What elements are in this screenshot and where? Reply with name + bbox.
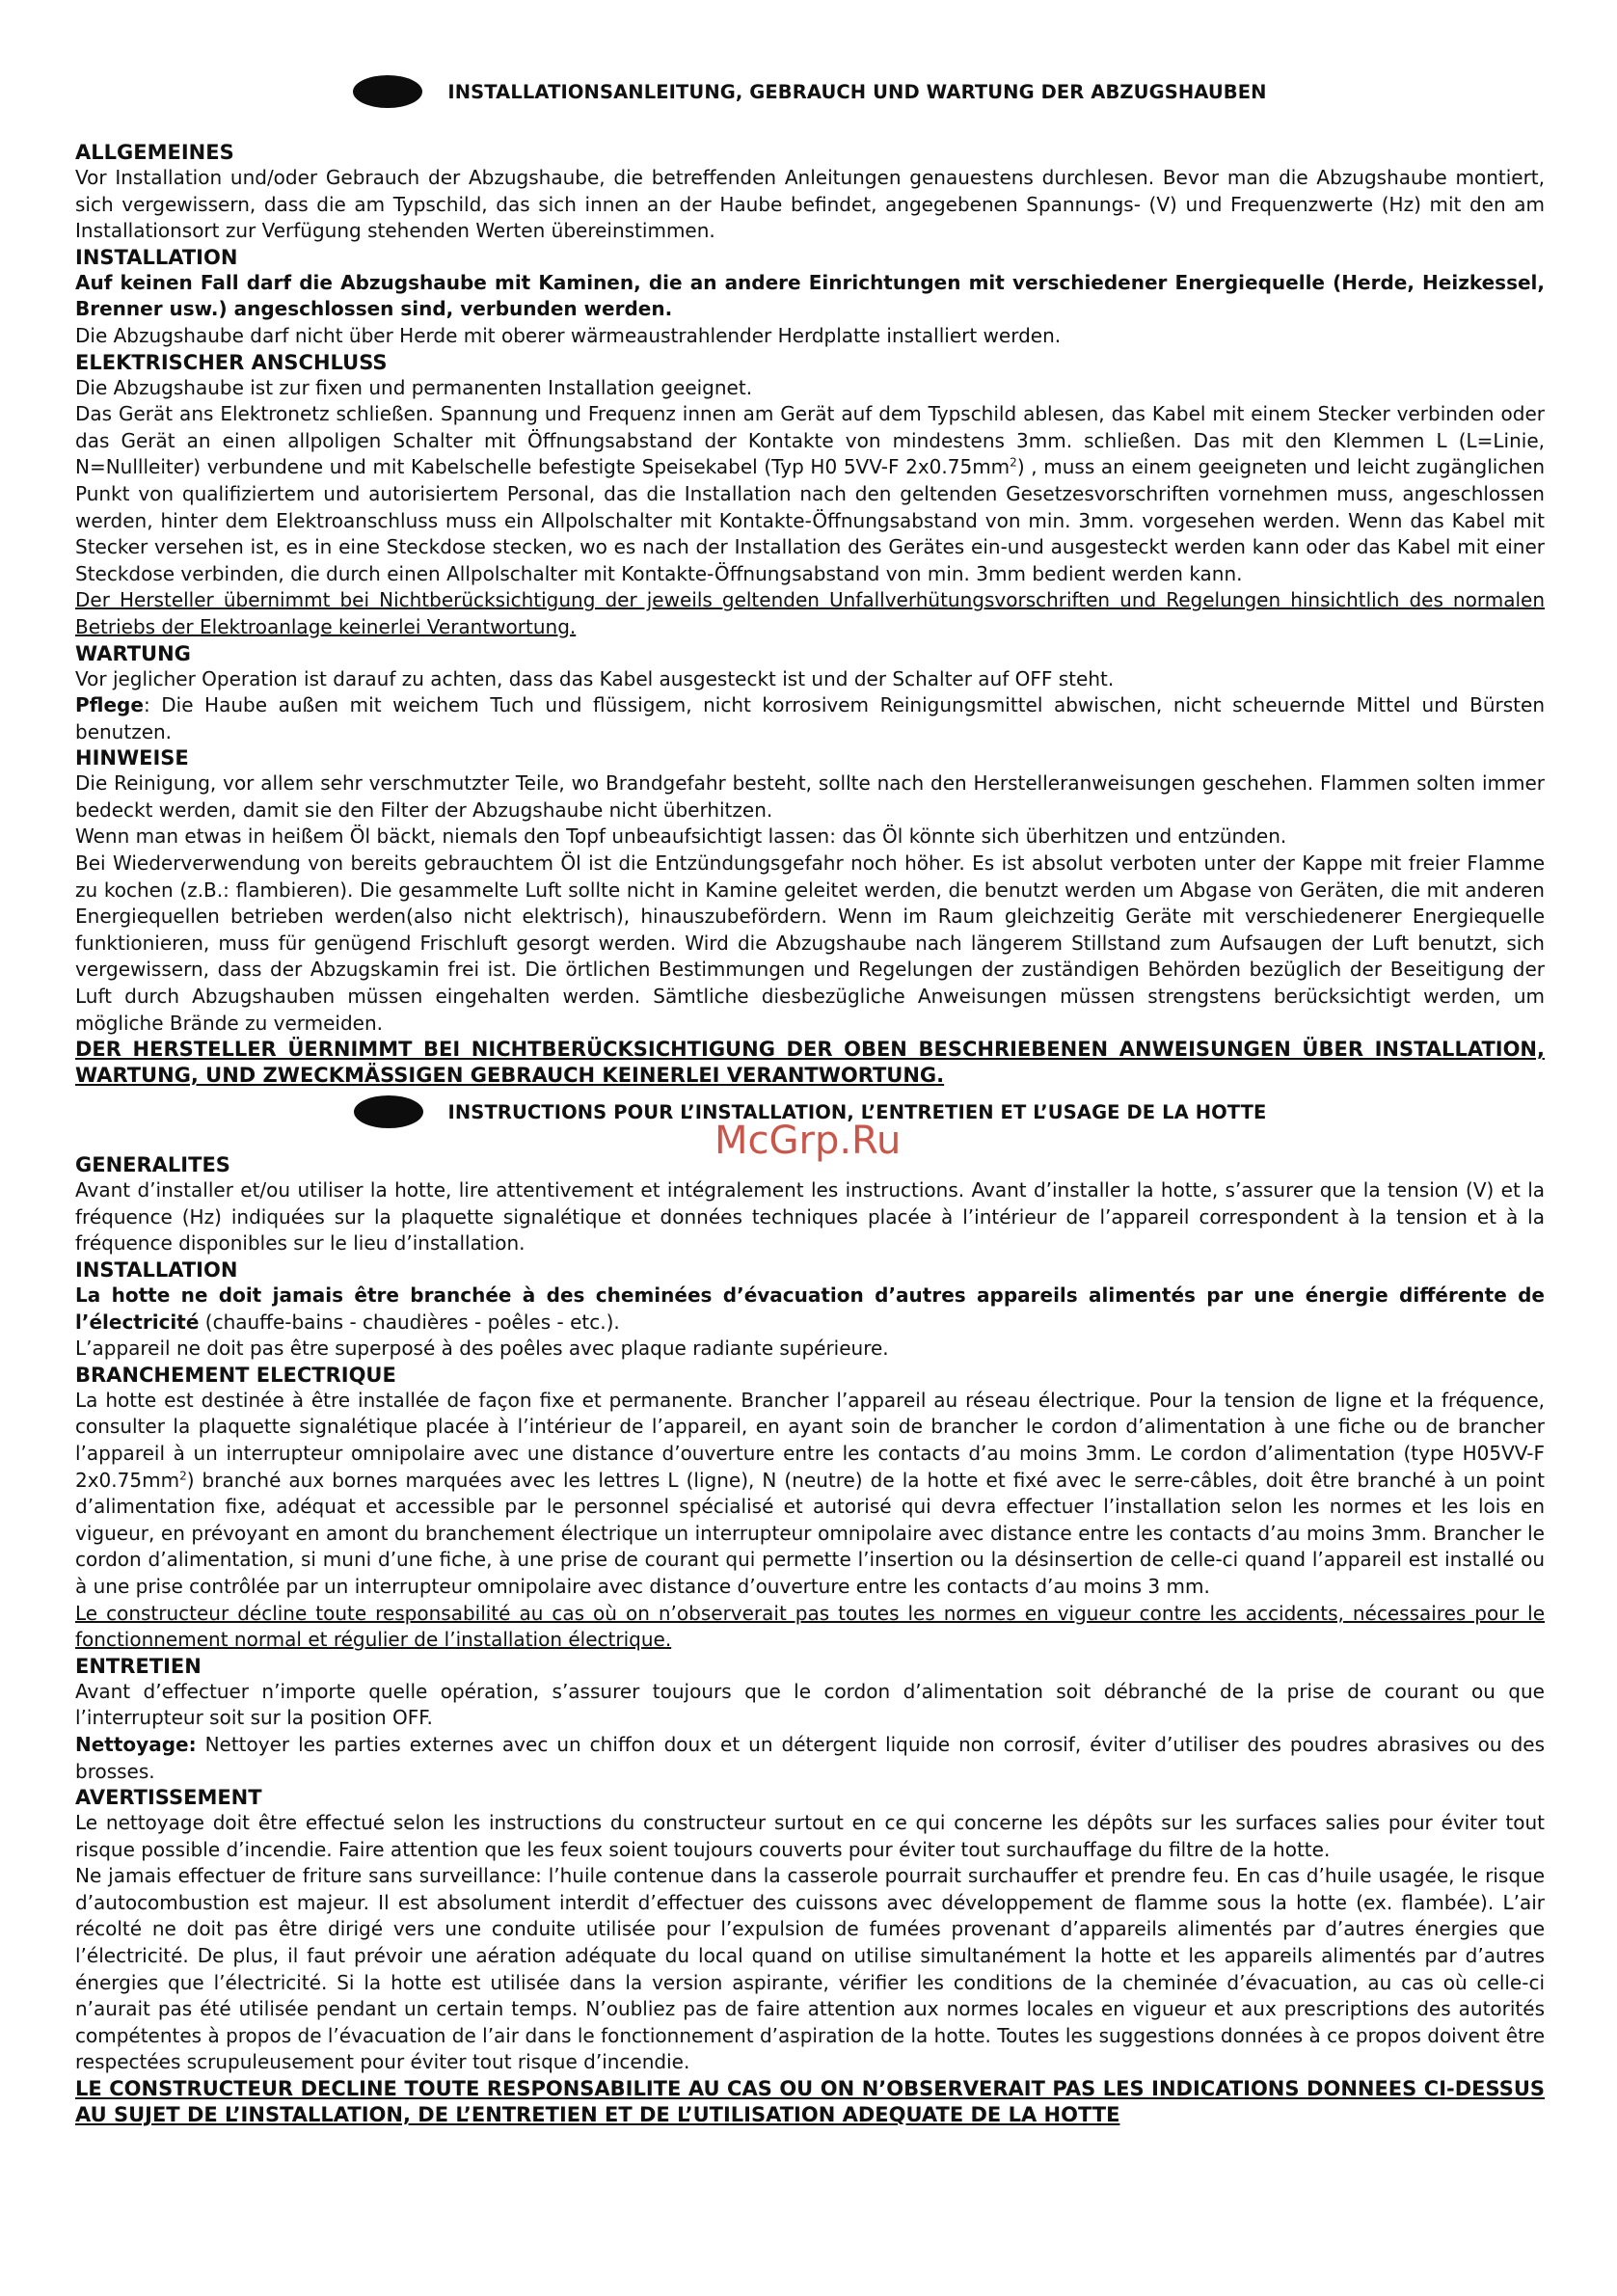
paragraph-installation-de: Die Abzugshaube darf nicht über Herde mit oberer wärmeaustrahlender Herdplatte installiert werden. (75, 323, 1062, 347)
paragraph-hinweise-1: Die Reinigung, vor allem sehr verschmutzter Teile, wo Brandgefahr besteht, sollte nach den Herstelleranweisungen geschehen. Flammen solten immer bedeckt werden, damit sie den Filter der Abzugshaube nicht überhitzen. (75, 771, 1545, 822)
heading-entretien: ENTRETIEN (75, 1654, 202, 1678)
heading-hinweise: HINWEISE (75, 746, 189, 770)
warning-installation-fr-tail: (chauffe-bains - chaudières - poêles - etc.). (199, 1310, 620, 1334)
elektro-text-b: ) , muss an einem geeigneten und leicht zugänglichen Punkt von qualifiziertem und autorisiertem Personal, das die Installation nach den geltenden Gesetzesvorschriften vornehmen muss, angeschlossen werden, hinter dem Elektroanschluss muss ein Allpolschalter mit Kontakte-Öffnungsabstand von min. 3mm. vorgesehen werden. Wenn das Kabel mit Stecker versehen ist, es in eine Steckdose stecken, wo es nach der Installation des Gerätes ein-und ausgesteckt werden kann oder das Kabel mit einer Steckdose verbinden, die durch einen Allpolschalter mit Kontakte-Öffnungsabstand von min. 3mm bedient werden kann. (75, 455, 1546, 585)
elektro-text-a: Das Gerät ans Elektronetz schließen. Spannung und Frequenz innen am Gerät auf dem Typschild ablesen, das Kabel mit einem Stecker verbinden oder das Gerät an einen allpoligen Schalter mit Öffnungsabstand der Kontakte von mindestens 3mm. schließen. Das mit den Klemmen L (L=Linie, N=Nullleiter) verbundene und mit Kabelschelle befestigte Speisekabel (Typ H0 5VV-F 2x0.75mm (75, 402, 1545, 479)
heading-branchement-electrique: BRANCHEMENT ELECTRIQUE (75, 1363, 396, 1387)
pflege-label: Pflege (75, 693, 144, 717)
paragraph-allgemeines: Vor Installation und/oder Gebrauch der Abzugshaube, die betreffenden Anleitungen genauestens durchlesen. Bevor man die Abzugshaube montiert, sich vergewissern, dass die am Typschild, das sich innen an der Haube befindet, angegebenen Spannungs- (V) und Frequenzwerte (Hz) mit den am Installationsort zur Verfügung stehenden Werten übereinstimmen. (75, 166, 1545, 243)
branchement-superscript: 2 (179, 1468, 187, 1482)
paragraph-wartung: Vor jeglicher Operation ist darauf zu achten, dass das Kabel ausgesteckt ist und der Schalter auf OFF steht. (75, 666, 1115, 690)
nettoyage-label: Nettoyage: (75, 1732, 197, 1756)
paragraph-elektro-1: Die Abzugshaube ist zur fixen und permanenten Installation geeignet. (75, 375, 753, 399)
language-badge-fr (354, 1095, 423, 1128)
paragraph-avertissement-1: Le nettoyage doit être effectué selon les instructions du constructeur surtout en ce qui concerne les dépôts sur les surfaces salies pour éviter tout risque possible d’incendie. Faire attention que les feux soient toujours couverts pour éviter tout surchauffage du filtre de la hotte. (75, 1811, 1545, 1861)
paragraph-nettoyage (75, 1732, 1545, 1785)
paragraph-hinweise-3: Bei Wiederverwendung von bereits gebrauchtem Öl ist die Entzündungsgefahr noch höher. Es ist absolut verboten unter der Kappe mit freier Flamme zu kochen (z.B.: flambieren). Die gesammelte Luft sollte nicht in Kamine geleitet werden, die benutzt werden um Abgase von Geräten, die mit anderen Energiequellen betrieben werden(also nicht elektrisch), hinauszubefördern. Wenn im Raum gleichzeitig Geräte mit verschiedenerer Energiequelle funktionieren, muss für genügend Frischluft gesorgt werden. Wird die Abzugshaube nach längerem Stillstand zum Aufsaugen der Luft benutzt, sich vergewissern, dass der Abzugskamin frei ist. Die örtlichen Bestimmungen und Regelungen der zuständigen Behörden bezüglich der Beseitigung der Luft durch Abzugshauben müssen eingehalten werden. Sämtliche diesbezügliche Anweisungen müssen strengstens berücksichtigt werden, um mögliche Brände zu vermeiden. (75, 851, 1545, 1035)
elektro-superscript: 2 (1010, 455, 1017, 470)
disclaimer-elektro-de: Der Hersteller übernimmt bei Nichtberücksichtigung der jeweils geltenden Unfallverhütungsvorschriften und Regelungen hinsichtlich des normalen Betriebs der Elektroanlage keinerlei Verantwortung. (75, 588, 1545, 638)
final-disclaimer-de: DER HERSTELLER ÜERNIMMT BEI NICHTBERÜCKSICHTIGUNG DER OBEN BESCHRIEBENEN ANWEISUNGEN ÜBER INSTALLATION, WARTUNG, UND ZWECKMÄSSIGEN GEBRAUCH KEINERLEI VERANTWORTUNG. (75, 1038, 1545, 1088)
warning-installation-de: Auf keinen Fall darf die Abzugshaube mit Kaminen, die an andere Einrichtungen mit verschiedener Energiequelle (Herde, Heizkessel, Brenner usw.) angeschlossen sind, verbunden werden. (75, 270, 1545, 321)
branchement-text-b: ) branché aux bornes marquées avec les lettres L (ligne), N (neutre) de la hotte et fixé avec le serre-câbles, doit être branché à un point d’alimentation fixe, adéquat et accessible par le personnel spécialisé et autorisé qui devra effectuer l’installation selon les normes et les lois en vigueur, en prévoyant en amont du branchement électrique un interrupteur omnipolaire avec distance entre les contacts d’au moins 3mm. Brancher le cordon d’alimentation, si muni d’une fiche, à une prise de courant qui permette l’insertion ou la désinsertion de celle-ci quand l’appareil est installé ou à une prise contrôlée par un interrupteur omnipolaire avec distance d’ouverture entre les contacts d’au moins 3 mm. (75, 1468, 1545, 1598)
language-badge-de (353, 75, 422, 108)
paragraph-avertissement-2: Ne jamais effectuer de friture sans surveillance: l’huile contenue dans la casserole pourrait surchauffer et prendre feu. En cas d’huile usagée, le risque d’autocombustion est majeur. Il est absolument interdit d’effectuer des cuissons avec développement de flamme sous la hotte (ex. flambée). L’air récolté ne doit pas être dirigé vers une conduite utilisée pour l’expulsion de fumées provenant d’appareils alimentés par d’autres énergies que l’électricité. De plus, il faut prévoir une aération adéquate du local quand on utilise simultanément la hotte et les appareils alimentés par d’autres énergies que l’électricité. Si la hotte est utilisée dans la version aspirante, vérifier les conditions de la cheminée d’évacuation, au cas où celle-ci n’aurait pas été utilisée pendant un certain temps. N’oubliez pas de faire attention aux normes locales en vigueur et aux prescriptions des autorités compétentes à propos de l’évacuation de l’air dans le fonctionnement d’aspiration de la hotte. Toutes les suggestions données à ce propos doivent être respectées scrupuleusement pour éviter tout risque d’incendie. (75, 1864, 1545, 2074)
paragraph-installation-fr: L’appareil ne doit pas être superposé à des poêles avec plaque radiante supérieure. (75, 1337, 889, 1361)
heading-generalites: GENERALITES (75, 1153, 230, 1177)
paragraph-hinweise-2: Wenn man etwas in heißem Öl bäckt, niemals den Topf unbeaufsichtigt lassen: das Öl könnte sich überhitzen und entzünden. (75, 824, 1287, 849)
branchement-text-a: La hotte est destinée à être installée de façon fixe et permanente. Brancher l’appareil au réseau électrique. Pour la tension de ligne et la fréquence, consulter la plaquette signalétique placée à l’intérieur de l’appareil, en ayant soin de brancher le cordon d’alimentation à une fiche ou de brancher l’appareil à un interrupteur omnipolaire avec une distance d’ouverture entre les contacts d’au moins 3mm. Le cordon d’alimentation (type H05VV-F 2x0.75mm (75, 1388, 1545, 1492)
heading-installation-fr: INSTALLATION (75, 1258, 238, 1282)
nettoyage-text: Nettoyer les parties externes avec un chiffon doux et un détergent liquide non corrosif, éviter d’utiliser des poudres abrasives ou des brosses. (75, 1732, 1545, 1783)
heading-elektrischer-anschluss: ELEKTRISCHER ANSCHLUSS (75, 350, 388, 374)
paragraph-pflege (75, 692, 1545, 745)
document-page (75, 72, 1545, 2128)
warning-installation-fr-bold: La hotte ne doit jamais être branchée à des cheminées d’évacuation d’autres appareils alimentés par une énergie différente de l’électricité (75, 1283, 1545, 1334)
final-disclaimer-fr: LE CONSTRUCTEUR DECLINE TOUTE RESPONSABILITE AU CAS OU ON N’OBSERVERAIT PAS LES INDICATIONS DONNEES CI-DESSUS AU SUJET DE L’INSTALLATION, DE L’ENTRETIEN ET DE L’UTILISATION ADEQUATE DE LA HOTTE (75, 2077, 1545, 2127)
heading-avertissement: AVERTISSEMENT (75, 1786, 262, 1810)
german-section-title: INSTALLATIONSANLEITUNG, GEBRAUCH UND WARTUNG DER ABZUGSHAUBEN (447, 80, 1267, 103)
heading-wartung: WARTUNG (75, 641, 191, 665)
german-section-header (75, 72, 1545, 111)
paragraph-generalites: Avant d’installer et/ou utiliser la hotte, lire attentivement et intégralement les instructions. Avant d’installer la hotte, s’assurer que la tension (V) et la fréquence (Hz) indiquées sur la plaquette signalétique et données techniques placée à l’intérieur de l’appareil correspondent à la tension et à la fréquence disponibles sur le lieu d’installation. (75, 1178, 1545, 1256)
paragraph-elektro-2 (75, 401, 1545, 587)
warning-installation-fr (75, 1283, 1545, 1336)
french-section-title: INSTRUCTIONS POUR L’INSTALLATION, L’ENTRETIEN ET L’USAGE DE LA HOTTE (447, 1100, 1267, 1123)
heading-allgemeines: ALLGEMEINES (75, 141, 234, 164)
paragraph-entretien: Avant d’effectuer n’importe quelle opération, s’assurer toujours que le cordon d’alimentation soit débranché de la prise de courant ou que l’interrupteur soit sur la position OFF. (75, 1679, 1545, 1730)
paragraph-branchement (75, 1388, 1545, 1601)
heading-installation-de: INSTALLATION (75, 245, 238, 269)
pflege-text: : Die Haube außen mit weichem Tuch und flüssigem, nicht korrosivem Reinigungsmittel abwischen, nicht scheuernde Mittel und Bürsten benutzen. (75, 693, 1545, 743)
watermark: McGrp.Ru (714, 1119, 902, 1163)
disclaimer-branchement-fr: Le constructeur décline toute responsabilité au cas où on n’observerait pas toutes les normes en vigueur contre les accidents, nécessaires pour le fonctionnement normal et régulier de l’installation électrique. (75, 1601, 1545, 1652)
